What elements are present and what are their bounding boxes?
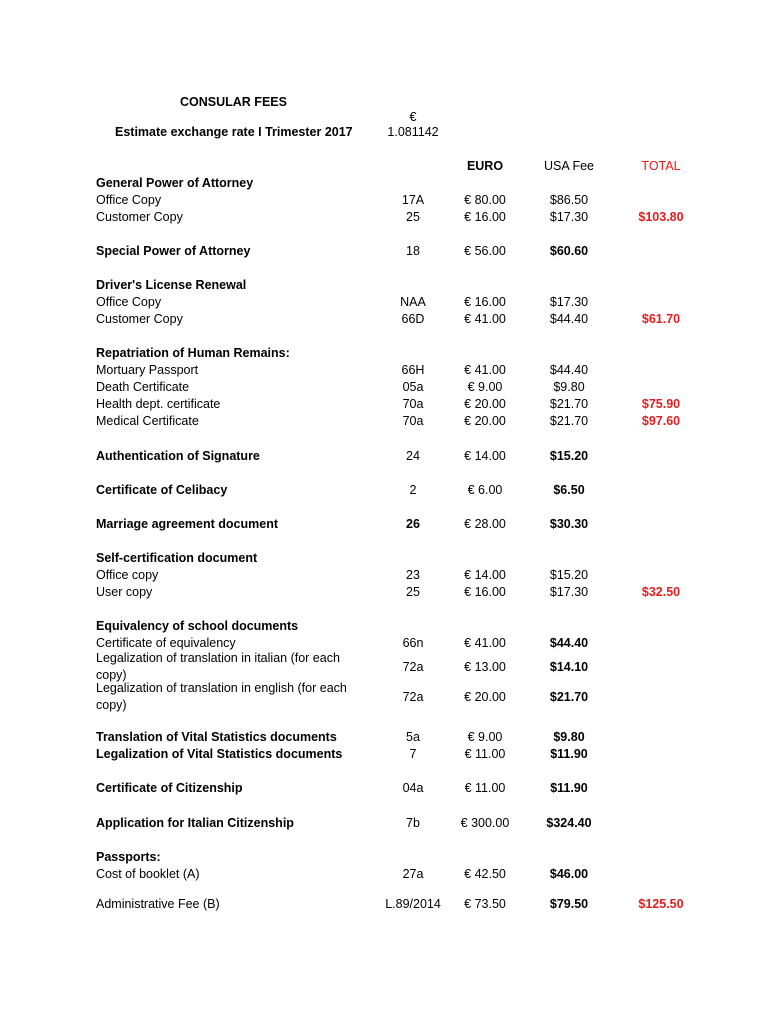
- row-label: Legalization of Vital Statistics documents: [96, 747, 343, 761]
- column-header-usa-fee: USA Fee: [543, 159, 595, 173]
- total-amount: $103.80: [638, 210, 684, 224]
- row-label: Legalization of translation in italian (for each: [96, 651, 340, 665]
- fee-code: 2: [409, 483, 417, 497]
- fee-code: 18: [406, 244, 420, 258]
- row-label: Office Copy: [96, 193, 162, 207]
- euro-amount: € 13.00: [464, 660, 506, 674]
- usa-fee-amount: $11.90: [550, 747, 588, 761]
- fee-code: 24: [406, 449, 420, 463]
- euro-amount: € 56.00: [464, 244, 506, 258]
- fee-code: 70a: [402, 414, 424, 428]
- usa-fee-amount: $15.20: [549, 449, 589, 463]
- fee-code: 5a: [406, 730, 420, 744]
- fee-code: 70a: [402, 397, 424, 411]
- euro-amount: € 41.00: [464, 636, 506, 650]
- euro-amount: € 9.00: [467, 380, 503, 394]
- euro-amount: € 11.00: [464, 781, 506, 795]
- row-label: Death Certificate: [96, 380, 190, 394]
- total-amount: $125.50: [638, 897, 684, 911]
- row-label: Health dept. certificate: [96, 397, 221, 411]
- fee-code: 66n: [402, 636, 424, 650]
- row-label: Administrative Fee (B): [96, 897, 220, 911]
- row-label: Special Power of Attorney: [96, 244, 251, 258]
- usa-fee-amount: $15.20: [549, 568, 589, 582]
- usa-fee-amount: $46.00: [549, 867, 589, 881]
- row-label: Customer Copy: [96, 312, 183, 326]
- usa-fee-amount: $86.50: [549, 193, 589, 207]
- column-header-total: TOTAL: [641, 159, 681, 173]
- row-label: Repatriation of Human Remains:: [96, 346, 290, 360]
- fee-code: 66H: [401, 363, 425, 377]
- fee-code: 26: [406, 517, 420, 531]
- usa-fee-amount: $9.80: [553, 380, 585, 394]
- usa-fee-amount: $44.40: [549, 312, 589, 326]
- fee-code: L.89/2014: [385, 897, 441, 911]
- euro-amount: € 9.00: [467, 730, 503, 744]
- usa-fee-amount: $17.30: [549, 295, 589, 309]
- row-label: Translation of Vital Statistics documents: [96, 730, 337, 744]
- euro-amount: € 16.00: [464, 585, 506, 599]
- exchange-rate-symbol: €: [409, 110, 417, 124]
- euro-amount: € 42.50: [464, 867, 506, 881]
- row-label: Self-certification document: [96, 551, 258, 565]
- row-label: Mortuary Passport: [96, 363, 199, 377]
- row-label: Customer Copy: [96, 210, 183, 224]
- euro-amount: € 20.00: [464, 690, 506, 704]
- fee-code: 25: [406, 210, 420, 224]
- euro-amount: € 20.00: [464, 414, 506, 428]
- euro-amount: € 80.00: [464, 193, 506, 207]
- usa-fee-amount: $21.70: [549, 690, 589, 704]
- euro-amount: € 28.00: [464, 517, 506, 531]
- fee-code: 72a: [402, 660, 424, 674]
- row-label: Authentication of Signature: [96, 449, 260, 463]
- usa-fee-amount: $30.30: [549, 517, 589, 531]
- total-amount: $32.50: [641, 585, 681, 599]
- euro-amount: € 16.00: [464, 295, 506, 309]
- row-label: Equivalency of school documents: [96, 619, 299, 633]
- usa-fee-amount: $21.70: [549, 414, 589, 428]
- total-amount: $61.70: [641, 312, 681, 326]
- euro-amount: € 14.00: [464, 449, 506, 463]
- total-amount: $97.60: [641, 414, 681, 428]
- row-label-continued: copy): [96, 698, 127, 712]
- row-label: Office Copy: [96, 295, 162, 309]
- usa-fee-amount: $79.50: [549, 897, 589, 911]
- usa-fee-amount: $9.80: [553, 730, 585, 744]
- usa-fee-amount: $6.50: [553, 483, 585, 497]
- fee-code: 04a: [402, 781, 424, 795]
- fee-code: 72a: [402, 690, 424, 704]
- fee-code: 27a: [402, 867, 424, 881]
- euro-amount: € 73.50: [464, 897, 506, 911]
- row-label: Legalization of translation in english (for each: [96, 681, 347, 695]
- usa-fee-amount: $17.30: [549, 210, 589, 224]
- row-label: General Power of Attorney: [96, 176, 254, 190]
- euro-amount: € 41.00: [464, 312, 506, 326]
- usa-fee-amount: $44.40: [549, 636, 589, 650]
- row-label: Certificate of Celibacy: [96, 483, 228, 497]
- usa-fee-amount: $44.40: [549, 363, 589, 377]
- usa-fee-amount: $14.10: [549, 660, 589, 674]
- fee-code: 7: [409, 747, 417, 761]
- row-label: Certificate of Citizenship: [96, 781, 243, 795]
- fee-code: 25: [406, 585, 420, 599]
- fee-code: 66D: [401, 312, 425, 326]
- row-label: Medical Certificate: [96, 414, 199, 428]
- usa-fee-amount: $21.70: [549, 397, 589, 411]
- row-label: Application for Italian Citizenship: [96, 816, 294, 830]
- row-label: Marriage agreement document: [96, 517, 278, 531]
- usa-fee-amount: $11.90: [550, 781, 588, 795]
- row-label: Passports:: [96, 850, 161, 864]
- fee-code: NAA: [400, 295, 426, 309]
- euro-amount: € 41.00: [464, 363, 506, 377]
- page-title: CONSULAR FEES: [180, 95, 287, 109]
- euro-amount: € 11.00: [464, 747, 506, 761]
- column-header-euro: EURO: [466, 159, 504, 173]
- row-label: Certificate of equivalency: [96, 636, 236, 650]
- fee-code: 17A: [401, 193, 425, 207]
- row-label: User copy: [96, 585, 153, 599]
- exchange-rate-label: Estimate exchange rate I Trimester 2017: [115, 125, 353, 139]
- row-label: Office copy: [96, 568, 159, 582]
- fee-code: 23: [406, 568, 420, 582]
- usa-fee-amount: $324.40: [546, 816, 592, 830]
- fee-code: 05a: [402, 380, 424, 394]
- euro-amount: € 6.00: [467, 483, 503, 497]
- usa-fee-amount: $17.30: [549, 585, 589, 599]
- row-label-continued: copy): [96, 668, 127, 682]
- exchange-rate-value: 1.081142: [387, 125, 439, 139]
- euro-amount: € 16.00: [464, 210, 506, 224]
- euro-amount: € 300.00: [460, 816, 510, 830]
- euro-amount: € 14.00: [464, 568, 506, 582]
- row-label: Cost of booklet (A): [96, 867, 200, 881]
- row-label: Driver's License Renewal: [96, 278, 247, 292]
- usa-fee-amount: $60.60: [549, 244, 589, 258]
- total-amount: $75.90: [641, 397, 681, 411]
- euro-amount: € 20.00: [464, 397, 506, 411]
- fee-code: 7b: [406, 816, 420, 830]
